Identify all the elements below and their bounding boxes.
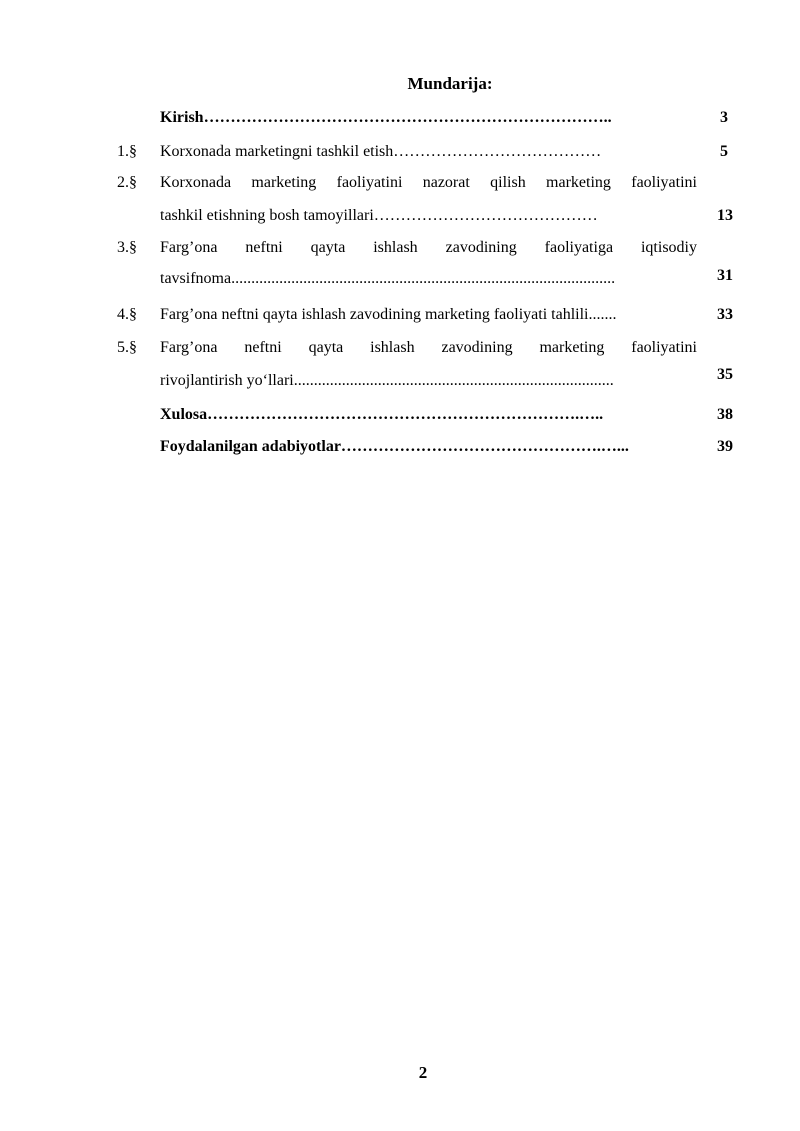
toc-entry-text: Kirish………………………………………………………………….. bbox=[160, 109, 612, 126]
toc-entry-text: Xulosa…………………………………………………………….….. bbox=[160, 406, 604, 423]
toc-entry-text-line-2: tashkil etishning bosh tamoyillari…………………………………… bbox=[160, 207, 598, 224]
toc-entry-page: 13 bbox=[717, 207, 733, 224]
toc-entry-text-line-1: Farg’ona neftni qayta ishlash zavodining faoliyatiga iqtisodiy bbox=[160, 239, 697, 256]
toc-entry-page: 38 bbox=[717, 406, 733, 423]
toc-entry-page: 35 bbox=[717, 366, 733, 383]
toc-entry-text-line-2: rivojlantirish yo‘llari................................................................................ bbox=[160, 372, 614, 389]
toc-entry-text-line-1: Farg’ona neftni qayta ishlash zavodining marketing faoliyatini bbox=[160, 339, 697, 356]
toc-entry-number: 5.§ bbox=[117, 339, 137, 356]
toc-entry-text-line-2: tavsifnoma................................................................................................ bbox=[160, 270, 616, 287]
toc-entry-number: 4.§ bbox=[117, 306, 137, 323]
toc-entry-page: 39 bbox=[717, 438, 733, 455]
toc-entry-text: Korxonada marketingni tashkil etish………………………………… bbox=[160, 143, 602, 160]
toc-entry-text-line-1: Korxonada marketing faoliyatini nazorat qilish marketing faoliyatini bbox=[160, 174, 697, 191]
toc-entry-text: Farg’ona neftni qayta ishlash zavodining marketing faoliyati tahlili....... bbox=[160, 306, 617, 323]
toc-title: Mundarija: bbox=[407, 74, 493, 93]
toc-entry-page: 31 bbox=[717, 267, 733, 284]
page-number: 2 bbox=[418, 1063, 428, 1082]
toc-entry-number: 1.§ bbox=[117, 143, 137, 160]
toc-entry-page: 33 bbox=[717, 306, 733, 323]
toc-entry-page: 5 bbox=[720, 143, 728, 160]
toc-entry-text: Foydalanilgan adabiyotlar………………………………………….…... bbox=[160, 438, 629, 455]
toc-entry-number: 2.§ bbox=[117, 174, 137, 191]
toc-entry-page: 3 bbox=[720, 109, 728, 126]
toc-entry-number: 3.§ bbox=[117, 239, 137, 256]
